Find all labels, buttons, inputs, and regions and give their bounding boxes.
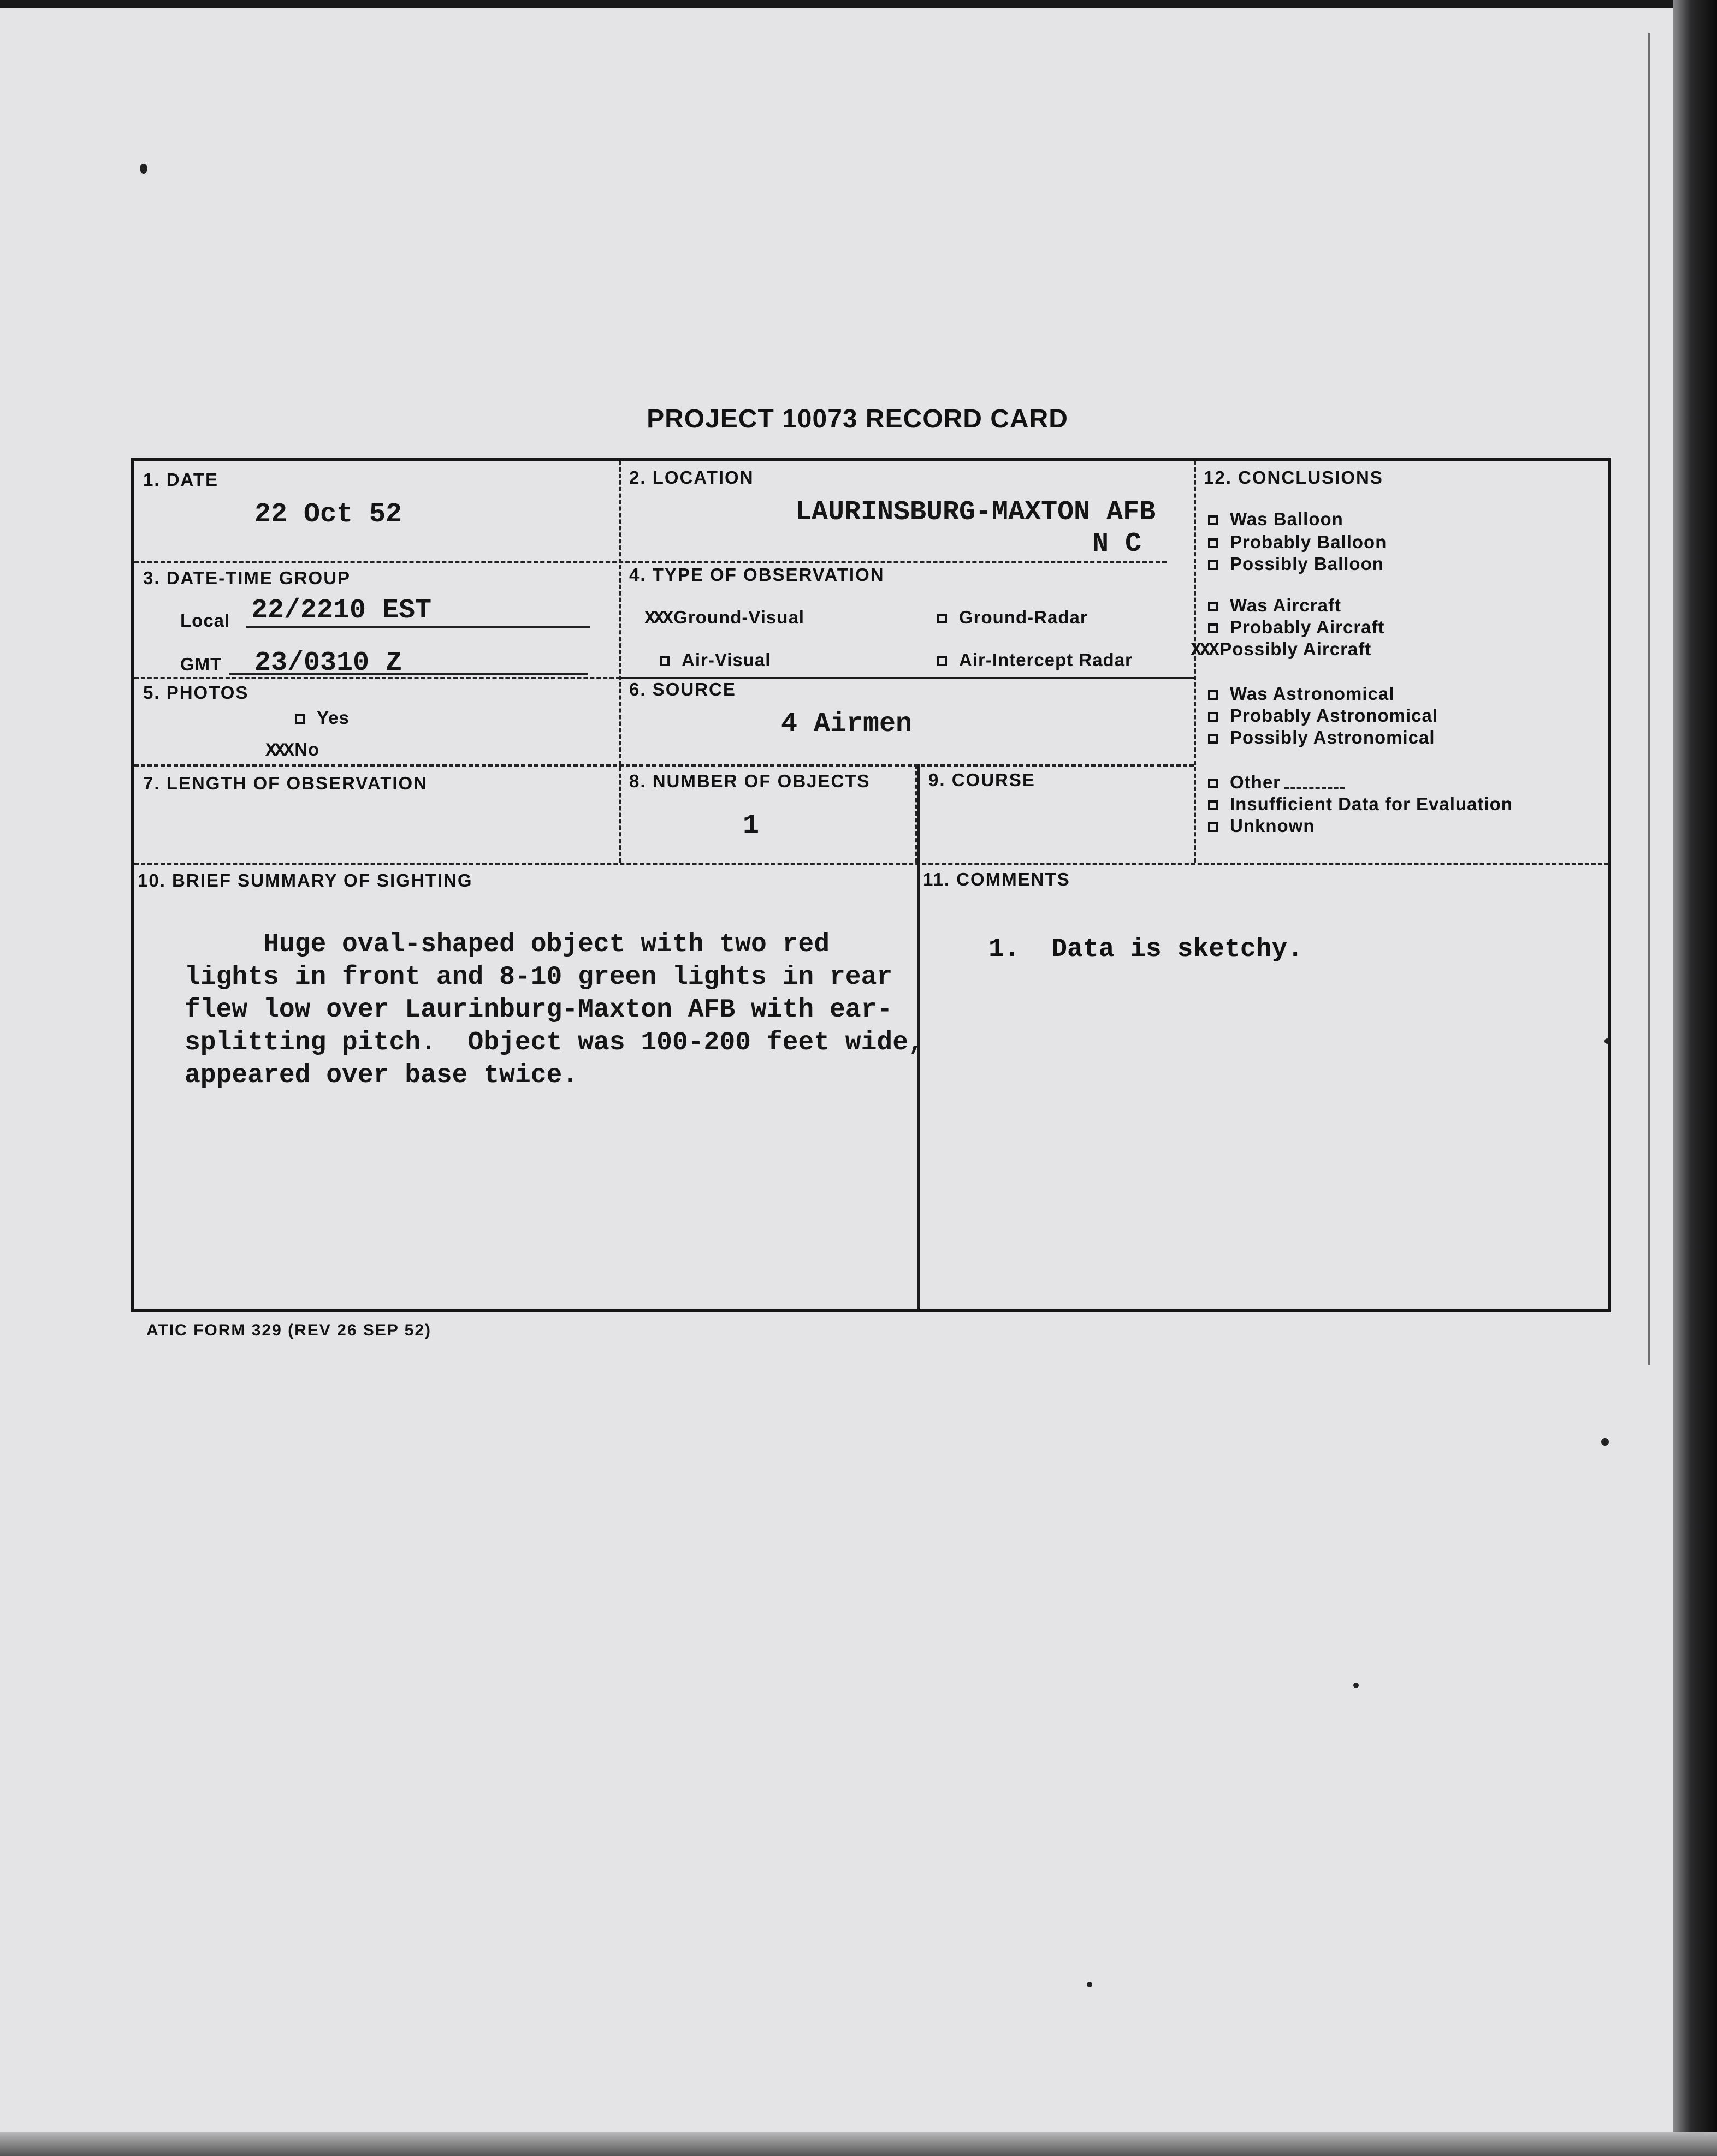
conclusion-probably-aircraft: Probably Aircraft (1208, 617, 1385, 638)
checkbox-icon (660, 656, 670, 666)
local-label: Local (180, 610, 230, 631)
card-title: PROJECT 10073 RECORD CARD (647, 405, 1068, 433)
scan-speck (140, 164, 147, 174)
gmt-label: GMT (180, 654, 222, 674)
film-edge-top (0, 0, 1717, 8)
checkbox-icon (1208, 560, 1218, 570)
summary-text: Huge oval-shaped object with two red lights in front and 8-10 green lights in rear flew low over Laurinburg-Maxton AFB with ear- splitting pitch. Object was 100-200 feet wide, appeared over base twice. (185, 930, 924, 1090)
photos-no-mark: XXX (265, 741, 293, 762)
option-air-visual: Air-Visual (660, 650, 771, 670)
objects-label: 8. NUMBER OF OBJECTS (629, 771, 871, 791)
film-edge-bottom (0, 2132, 1717, 2156)
checkbox-icon (295, 714, 305, 724)
photos-label: 5. PHOTOS (143, 682, 249, 703)
divider-col1 (619, 461, 621, 863)
form-identifier: ATIC FORM 329 (REV 26 SEP 52) (146, 1321, 432, 1339)
checkbox-icon (1208, 734, 1218, 744)
ground-visual-mark: XXX (644, 609, 672, 629)
scan-speck (1353, 1683, 1359, 1688)
option-ground-visual: XXX Ground-Visual (644, 607, 804, 629)
conclusion-probably-balloon: Probably Balloon (1208, 532, 1387, 553)
checkbox-icon (1208, 538, 1218, 548)
local-underline (246, 626, 590, 628)
conclusion-was-balloon: Was Balloon (1208, 509, 1343, 530)
scan-speck (1087, 1982, 1092, 1987)
gmt-underline (229, 673, 588, 675)
divider-objects-course (915, 764, 917, 863)
conclusion-possibly-balloon: Possibly Balloon (1208, 554, 1384, 574)
conclusion-was-aircraft: Was Aircraft (1208, 595, 1341, 616)
source-value: 4 Airmen (781, 709, 913, 740)
checkbox-icon (1208, 515, 1218, 525)
conclusion-possibly-aircraft: XXX Possibly Aircraft (1191, 639, 1372, 661)
location-line1: LAURINSBURG-MAXTON AFB (795, 497, 1156, 528)
divider-row4 (134, 863, 1609, 865)
location-line2: N C (1092, 528, 1142, 560)
conclusion-probably-astronomical: Probably Astronomical (1208, 705, 1438, 726)
checkbox-icon (1208, 623, 1218, 633)
source-label: 6. SOURCE (629, 679, 736, 699)
checkbox-icon (1208, 712, 1218, 722)
checkbox-icon (1208, 779, 1218, 788)
conclusion-unknown: Unknown (1208, 816, 1315, 836)
date-label: 1. DATE (143, 470, 219, 490)
location-label: 2. LOCATION (629, 467, 754, 488)
checkbox-icon (1208, 602, 1218, 611)
option-ground-radar: Ground-Radar (937, 607, 1088, 628)
conclusion-other: Other (1208, 772, 1281, 793)
observation-type-label: 4. TYPE OF OBSERVATION (629, 565, 885, 585)
checkbox-icon (937, 614, 947, 623)
option-air-intercept-radar: Air-Intercept Radar (937, 650, 1133, 670)
date-value: 22 Oct 52 (254, 499, 402, 530)
checkbox-icon (1208, 822, 1218, 832)
possibly-aircraft-mark: XXX (1191, 640, 1218, 661)
gmt-time-value: 23/0310 Z (254, 648, 402, 679)
photos-no: XXX No (265, 739, 320, 762)
length-label: 7. LENGTH OF OBSERVATION (143, 773, 428, 793)
scan-speck (1601, 1438, 1609, 1446)
checkbox-icon (1208, 800, 1218, 810)
scan-speck (1604, 1038, 1610, 1044)
objects-value: 1 (743, 810, 760, 841)
conclusions-label: 12. CONCLUSIONS (1204, 467, 1383, 488)
divider-row3 (134, 764, 1194, 767)
course-label: 9. COURSE (928, 770, 1035, 790)
date-time-label: 3. DATE-TIME GROUP (143, 568, 351, 588)
summary-label: 10. BRIEF SUMMARY OF SIGHTING (138, 870, 473, 890)
conclusion-possibly-astronomical: Possibly Astronomical (1208, 727, 1435, 748)
comments-text: 1. Data is sketchy. (988, 935, 1304, 964)
divider-row1 (134, 561, 1167, 563)
local-time-value: 22/2210 EST (251, 595, 432, 626)
scan-fold-line (1648, 33, 1650, 1365)
conclusion-insufficient-data: Insufficient Data for Evaluation (1208, 794, 1513, 815)
divider-conclusions (1194, 461, 1196, 863)
conclusion-was-astronomical: Was Astronomical (1208, 684, 1394, 704)
film-edge-right (1673, 0, 1717, 2156)
photos-yes: Yes (295, 708, 350, 728)
comments-label: 11. COMMENTS (923, 869, 1070, 889)
checkbox-icon (1208, 690, 1218, 700)
checkbox-icon (937, 656, 947, 666)
other-underline (1284, 787, 1345, 789)
